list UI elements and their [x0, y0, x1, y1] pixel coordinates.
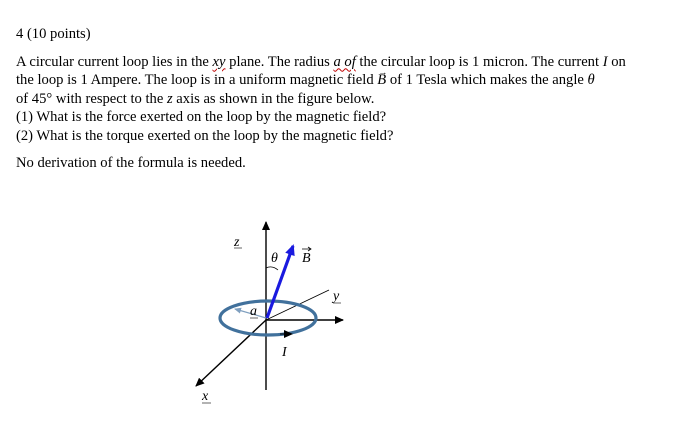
line1-part4: on [607, 53, 626, 70]
xy-plane-term: xy [212, 53, 226, 70]
x-axis-label: x [202, 389, 209, 404]
radius-symbol: a of [333, 53, 356, 70]
z-axis-symbol: z [166, 90, 173, 107]
z-axis-label: z [234, 235, 240, 250]
line1-part3: the circular loop is 1 micron. The current [355, 53, 603, 70]
problem-header: 4 (10 points) [16, 26, 91, 42]
line3-part2: with respect to the [52, 90, 167, 107]
question-2: (2) What is the torque exerted on the loop by the magnetic field? [16, 127, 394, 144]
current-symbol: I [602, 53, 608, 70]
b-field-symbol: → B [377, 72, 386, 88]
radius-label: a [250, 304, 257, 319]
current-label: I [282, 345, 287, 360]
line1-part2: plane. The radius [225, 53, 334, 70]
line3-part3: axis as shown in the figure below. [172, 90, 375, 107]
question-1: (1) What is the force exerted on the loop by the magnetic field? [16, 109, 387, 125]
line2-part1: the loop is 1 Ampere. The loop is in a uniform magnetic field [16, 72, 378, 88]
line3-part1: of 45 [16, 90, 47, 107]
b-field-label: B [302, 251, 311, 266]
y-axis-label: y [333, 289, 340, 304]
theta-symbol: θ [587, 72, 595, 88]
line2-part2: of 1 Tesla which makes the angle [386, 72, 588, 88]
theta-label: θ [271, 251, 278, 266]
line1-part1: A circular current loop lies in the [16, 53, 213, 70]
theta-arc [266, 267, 278, 270]
degree-symbol: ° [46, 90, 53, 107]
note: No derivation of the formula is needed. [16, 155, 246, 171]
